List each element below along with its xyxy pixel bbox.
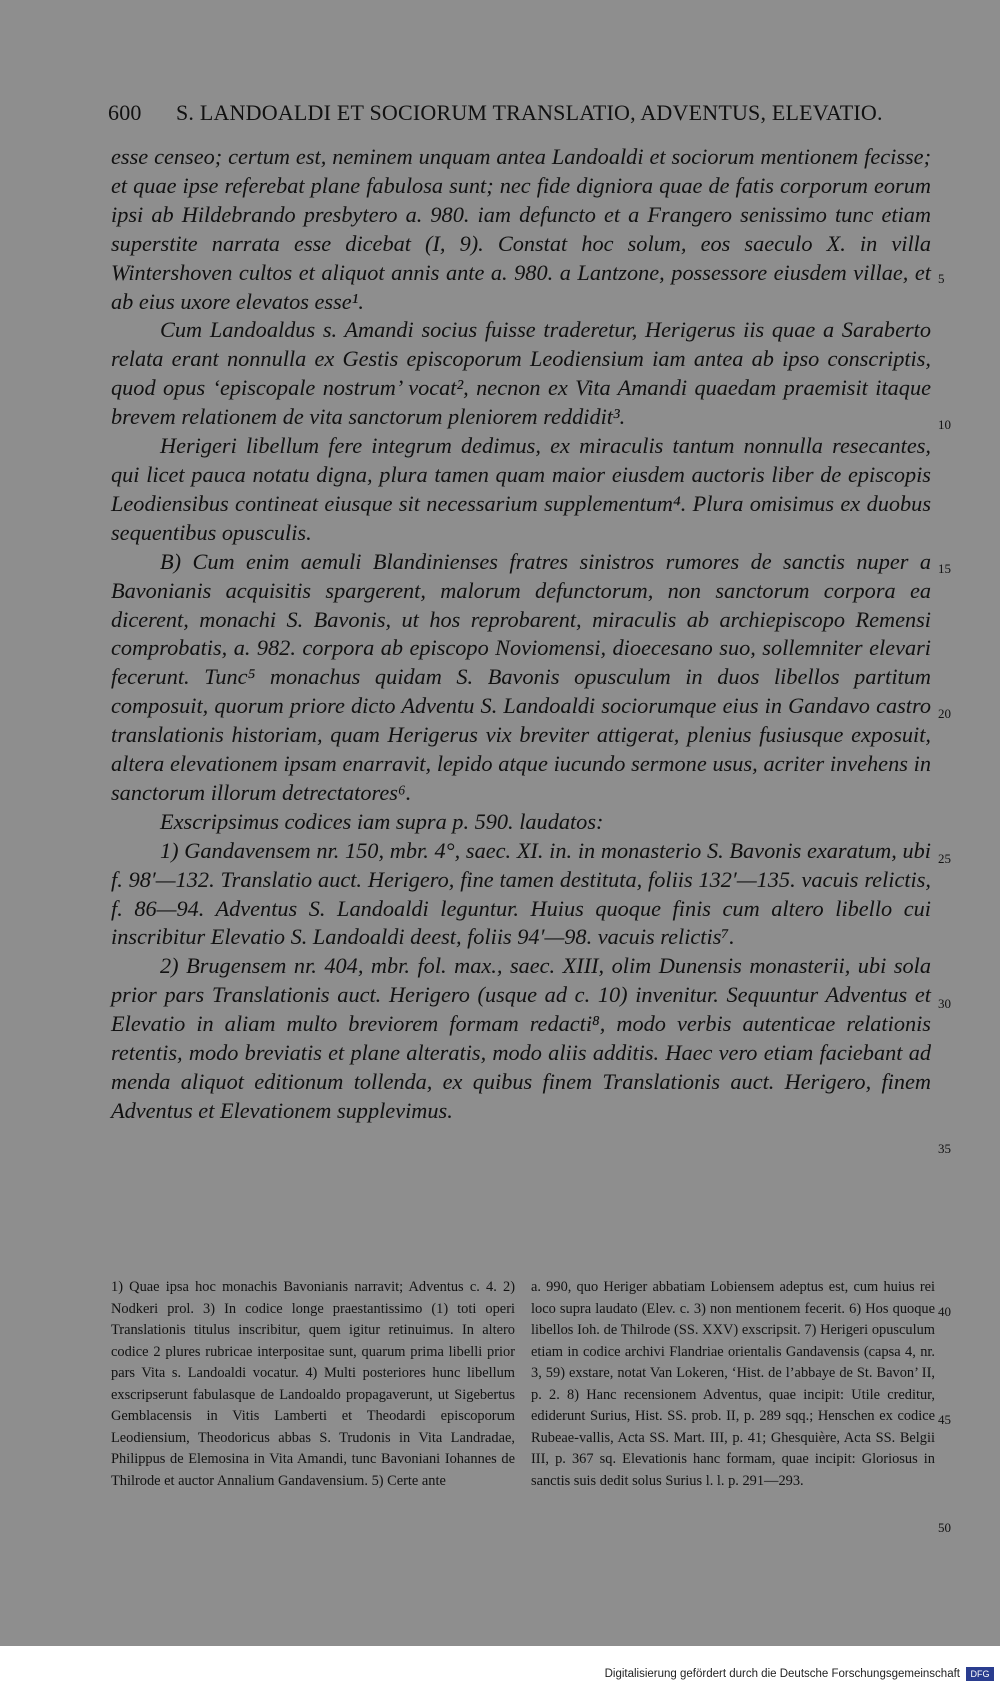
main-text [111,143,931,1126]
footnotes-right-column [531,1277,935,1492]
funding-credit: Digitalisierung gefördert durch die Deutsche Forschungsgemeinschaft [604,1668,960,1680]
line-number: 30 [938,996,951,1011]
paragraph-5: Exscripsimus codices iam supra p. 590. laudatos: [160,808,604,834]
line-number: 15 [938,561,951,576]
paragraph-3: Herigeri libellum fere integrum dedimus, ex miraculis tantum nonnulla resecantes, qui licet pauca notatu digna, plura tamen quam maior eiusdem auctoris liber de episcopis Leodiensibus contineat eiusque sit necessarium supplementum⁴. Plura omisimus ex duobus sequentibus opusculis. [111,433,931,545]
line-number: 35 [938,1141,951,1156]
footnotes-left-column [111,1277,515,1492]
line-number: 20 [938,706,951,721]
line-number: 40 [938,1304,951,1319]
dfg-logo-icon[interactable]: DFG [966,1667,994,1681]
line-number: 50 [938,1520,951,1535]
running-title: S. LANDOALDI ET SOCIORUM TRANSLATIO, ADVENTUS, ELEVATIO. [176,100,883,125]
paragraph-6: 1) Gandavensem nr. 150, mbr. 4°, saec. XI. in. in monasterio S. Bavonis exaratum, ubi f. 98′—132. Translatio auct. Herigero, fine tamen destituta, foliis 132′—135. vacuis relictis, f. 86—94. Adventus S. Landoaldi leguntur. Huius quoque finis cum altero libello cui inscribitur Elevatio S. Landoaldi deest, foliis 94′—98. vacuis relictis⁷. [111,837,931,950]
paragraph-7: 2) Brugensem nr. 404, mbr. fol. max., saec. XIII, olim Dunensis monasterii, ubi sola prior pars Translationis auct. Herigero (usque ad c. 10) invenitur. Sequuntur Adventus et Elevatio in aliam multo breviorem formam redacti⁸, modo verbis autenticae relationis retentis, modo breviatis et plane alteratis, modo aliis additis. Haec vero etiam faciebant ad menda aliquot editionum tollenda, ex quibus finem Translationis auct. Herigero, finem Adventus et Elevationem supplevimus. [111,953,931,1123]
line-number: 45 [938,1412,951,1427]
digitization-footer [0,1646,1000,1686]
line-number: 5 [938,271,945,286]
footnote-text: 1) Quae ipsa hoc monachis Bavonianis narravit; Adventus c. 4. 2) Nodkeri prol. 3) In codice longe praestantissimo (1) toti operi Translationis titulus inscribitur, quem igitur retinuimus. In altero codice 2 plures rubricae interpositae sunt, quarum prima libelli prior pars Vita s. Landoaldi vocatur. 4) Multi posteriores hunc libellum exscripserunt fabulasque de Landoaldo propagaverunt, ut Sigebertus Gemblacensis in Vitis Lamberti et Theodardi episcoporum Leodiensium, Theodoricus abbas S. Trudonis in Vita Landradae, Philippus de Elemosina in Vita Amandi, tunc Bavoniani Iohannes de Thilrode et auctor Annalium Gandavensium. 5) Certe ante [111,1279,515,1489]
paragraph-2: Cum Landoaldus s. Amandi socius fuisse traderetur, Herigerus iis quae a Saraberto relata erant nonnulla ex Gestis episcoporum Leodiensium iam antea ab ipso conscriptis, quod opus ‘episcopale nostrum’ vocat², necnon ex Vita Amandi quaedam praemisit itaque brevem relationem de vita sanctorum pleniorem reddidit³. [111,317,931,430]
footnote-text: a. 990, quo Heriger abbatiam Lobiensem adeptus est, cum huius rei loco supra laudato (Elev. c. 3) non mentionem fecerit. 6) Hos quoque libellos Ioh. de Thilrode (SS. XXV) exscripsit. 7) Herigeri opusculum etiam in codice archivi Flandriae orientalis Gandavensis (capsa 4, nr. 3, 59) exstare, notat Van Lokeren, ‘Hist. de l’abbaye de St. Bavon’ II, p. 2. 8) Hanc recensionem Adventus, quae incipit: Utile creditur, ediderunt Surius, Hist. SS. prob. II, p. 289 sqq.; Henschen ex codice Rubeae-vallis, Acta SS. Mart. III, p. 41; Ghesquière, Acta SS. Belgii III, p. 367 sq. Elevationis hanc formam, quae incipit: Gloriosus in sanctis suis dedit solus Surius l. l. p. 291—293. [531,1279,935,1489]
paragraph-1: esse censeo; certum est, neminem unquam antea Landoaldi et sociorum mentionem fecisse; et quae ipse referebat plane fabulosa sunt; nec fide digniora quae de fatis corporum eorum ipsi ab Hildebrando presbytero a. 980. iam defuncto et a Frangero senissimo tunc etiam superstite narrata esse dicebat (I, 9). Constat hoc solum, eos saeculo X. in villa Wintershoven cultos et aliquot annis ante a. 980. a Lantzone, possessore eiusdem villae, et ab eius uxore elevatos esse¹. [111,144,931,314]
paragraph-4: B) Cum enim aemuli Blandinienses fratres sinistros rumores de sanctis nuper a Bavonianis acquisitis spargerent, malorum defunctorum, non sanctorum corpora ea dicerent, monachi S. Bavonis, ut hos reprobarent, miraculis ab archiepiscopo Remensi comprobatis, a. 982. corpora ab episcopo Noviomensi, dioecesano suo, sollemniter elevari fecerunt. Tunc⁵ monachus quidam S. Bavonis opusculum in duos libellos partitum composuit, quorum priore dicto Adventu S. Landoaldi sociorumque eius in Gandavo castro translationis historiam, quam Herigerus vix breviter attigerat, plenius fusiusque exposuit, altera elevationem ipsam enarravit, lepido atque iucundo sermone usus, acriter invehens in sanctorum illorum detrectatores⁶. [111,548,931,805]
page-number: 600 [108,100,142,125]
line-number: 10 [938,417,951,432]
line-number: 25 [938,851,951,866]
